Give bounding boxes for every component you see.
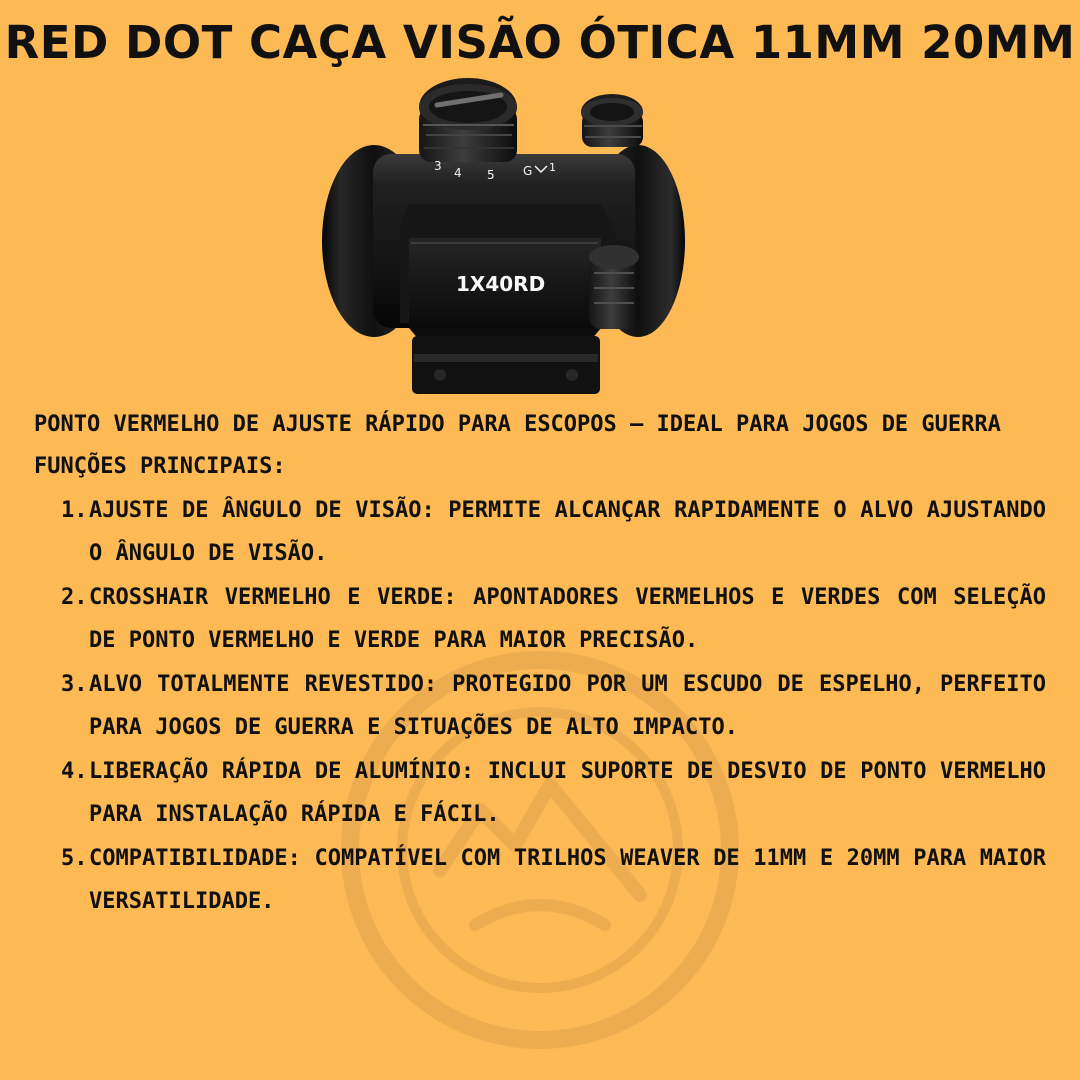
product-description (34, 404, 1046, 924)
function-number: 3. (61, 672, 88, 697)
dial-label-5: 5 (487, 168, 495, 182)
function-item (34, 576, 1046, 662)
function-item (34, 489, 1046, 575)
function-number: 1. (61, 498, 88, 523)
function-text: AJUSTE DE ÂNGULO DE VISÃO: PERMITE ALCANÇAR RAPIDAMENTE O ALVO AJUSTANDO O ÂNGULO DE VISÃO. (89, 498, 1046, 566)
function-number: 2. (61, 585, 88, 610)
functions-heading: FUNÇÕES PRINCIPAIS: (34, 454, 286, 479)
function-text: LIBERAÇÃO RÁPIDA DE ALUMÍNIO: INCLUI SUPORTE DE DESVIO DE PONTO VERMELHO PARA INSTALAÇÃO RÁPIDA E FÁCIL. (89, 759, 1046, 827)
function-item (34, 750, 1046, 836)
dial-label-3: 3 (434, 159, 442, 173)
scope-model-label: 1X40RD (456, 272, 546, 296)
intro-text: PONTO VERMELHO DE AJUSTE RÁPIDO PARA ESCOPOS – IDEAL PARA JOGOS DE GUERRA (34, 412, 1001, 437)
dial-label-4: 4 (454, 166, 462, 180)
dial-label-g: G (523, 164, 533, 178)
function-text: CROSSHAIR VERMELHO E VERDE: APONTADORES VERMELHOS E VERDES COM SELEÇÃO DE PONTO VERMELHO E VERDE PARA MAIOR PRECISÃO. (89, 585, 1046, 653)
function-number: 5. (61, 846, 88, 871)
red-dot-scope-image (318, 76, 690, 400)
page-title: RED DOT CAÇA VISÃO ÓTICA 11MM 20MM (4, 16, 1076, 69)
function-text: ALVO TOTALMENTE REVESTIDO: PROTEGIDO POR UM ESCUDO DE ESPELHO, PERFEITO PARA JOGOS DE GUERRA E SITUAÇÕES DE ALTO IMPACTO. (89, 672, 1046, 740)
functions-list (34, 489, 1046, 923)
function-item (34, 663, 1046, 749)
function-number: 4. (61, 759, 88, 784)
function-item (34, 837, 1046, 923)
function-text: COMPATIBILIDADE: COMPATÍVEL COM TRILHOS WEAVER DE 11MM E 20MM PARA MAIOR VERSATILIDADE. (89, 846, 1046, 914)
dial-label-1: 1 (549, 161, 556, 174)
